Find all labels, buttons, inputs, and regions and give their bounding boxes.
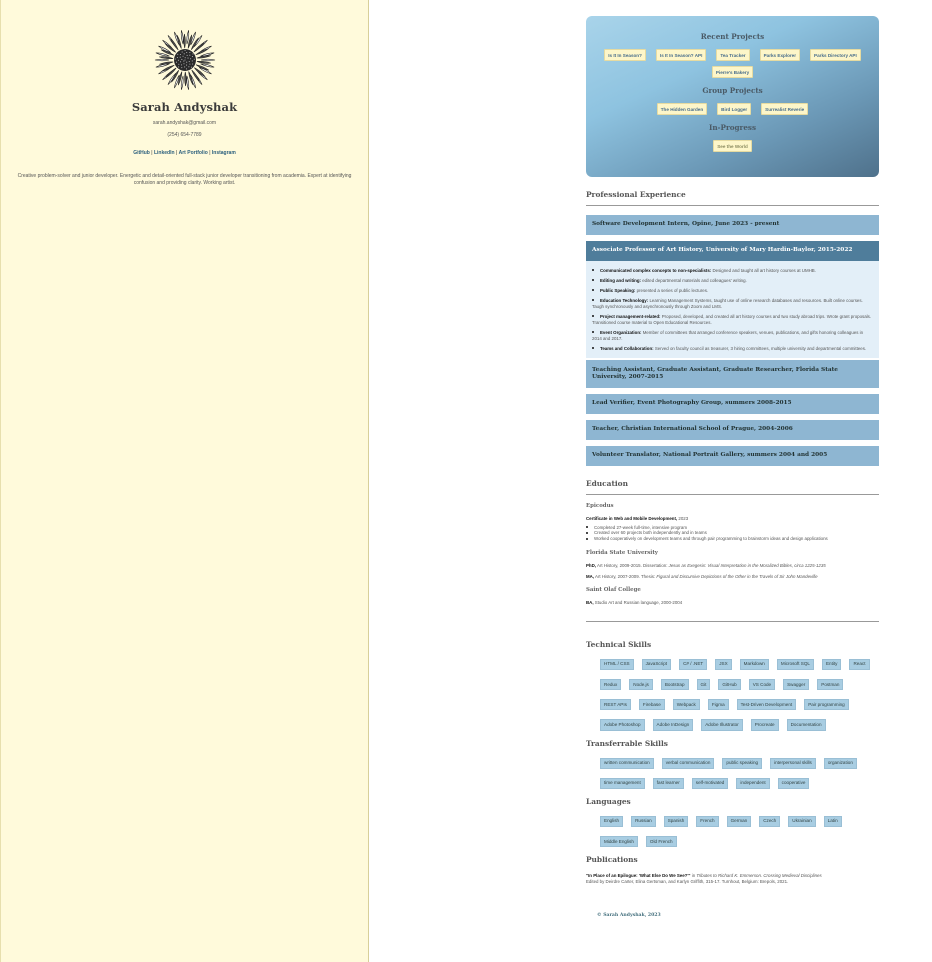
publications-title: Publications <box>586 855 638 865</box>
linkedin-link[interactable]: LinkedIn <box>153 150 175 156</box>
job-detail-item <box>592 298 873 310</box>
degree-text: Studio Art and Russian language, 2000-2004 <box>593 600 683 606</box>
skill-pill: interpersonal skills <box>770 758 816 769</box>
language-pill: German <box>727 816 752 827</box>
contact-block <box>1 117 368 141</box>
skill-pill: React <box>849 659 869 670</box>
sidebar <box>0 0 369 962</box>
skill-pill: independent <box>736 778 769 789</box>
language-pill: Spanish <box>664 816 689 827</box>
detail-label: Event Organization: <box>600 330 642 335</box>
skill-pill: C# / .NET <box>679 659 707 670</box>
bullet-icon <box>592 289 594 291</box>
bullet-icon <box>586 532 588 534</box>
project-pill[interactable]: Surrealist Reverie <box>761 103 808 115</box>
epicodus-list <box>586 525 879 542</box>
bullet-icon <box>592 347 594 349</box>
bio-text: Creative problem-solver and junior developer. Energetic and detail-oriented full-stack junior developer transitioning from academia. Expert at identifying confusion and providing clarity. Working artist. <box>17 173 352 186</box>
art-portfolio-link[interactable]: Art Portfolio <box>178 150 208 156</box>
detail-label: Teams and Collaboration: <box>600 346 654 351</box>
skill-pill: Firebase <box>639 699 665 710</box>
language-pill: Czech <box>759 816 780 827</box>
skill-pill: cooperative <box>778 778 810 789</box>
job-accordion-item[interactable]: Software Development Intern, Opine, June 2023 - present <box>586 215 879 235</box>
main-content <box>586 16 879 918</box>
project-pill[interactable]: The Hidden Garden <box>657 103 707 115</box>
skill-pill: time management <box>600 778 645 789</box>
link-separator: | <box>209 150 211 156</box>
skill-pill: Postman <box>817 679 843 690</box>
thesis-title: Jesus as Exegesis: Visual Interpretation in the Moralized Bibles, circa 1225-1235 <box>668 562 826 568</box>
skill-pill: HTML / CSS <box>600 659 634 670</box>
skill-pill: Procreate <box>751 719 779 730</box>
link-separator: | <box>151 150 153 156</box>
project-pill[interactable]: Is It In Season? <box>604 49 646 61</box>
skill-pill: Test-Driven Development <box>737 699 797 710</box>
detail-label: Public Speaking: <box>600 288 636 293</box>
group-projects-title: Group Projects <box>702 86 763 95</box>
skill-pill: Adobe InDesign <box>653 719 694 730</box>
publication-in: in <box>690 873 697 879</box>
skill-pill: self-motivated <box>692 778 729 789</box>
in-progress-list <box>586 140 879 152</box>
degree-line <box>586 574 879 580</box>
skill-pill: Adobe Photoshop <box>600 719 645 730</box>
job-accordion-item[interactable]: Lead Verifier, Event Photography Group, summers 2008-2015 <box>586 394 879 414</box>
skill-pill: Entity <box>822 659 842 670</box>
bullet-icon <box>592 331 594 333</box>
education-title: Education <box>586 479 879 495</box>
project-pill[interactable]: Tea Tracker <box>716 49 749 61</box>
detail-label: Project management-related: <box>600 314 661 319</box>
detail-text: Served on faculty council as treasurer, 3 hiring committees, multiple university and departmental committees. <box>653 346 867 351</box>
skill-pill: JavaScript <box>642 659 671 670</box>
job-details <box>586 261 879 358</box>
detail-text: Designed and taught all art history courses at UMHB. <box>711 268 816 273</box>
detail-text: Learning Management Systems, taught use of online research databases and resources. Built online courses. Taugh synchronously and asynchronously through Zoom and LMS. <box>592 298 863 309</box>
skill-pill: REST APIs <box>600 699 631 710</box>
job-detail-item <box>592 330 873 342</box>
language-pill: Old French <box>646 836 677 847</box>
job-detail-item <box>592 288 873 294</box>
degree-line <box>586 563 879 569</box>
detail-text: edited departmental materials and colleagues' writing. <box>640 278 747 283</box>
degree-year: 2023 <box>677 516 689 521</box>
languages-title: Languages <box>586 796 631 806</box>
degree-label: Certificate in Web and Mobile Development, <box>586 516 678 521</box>
detail-label: Editing and writing: <box>600 278 641 283</box>
detail-text: presented a series of public lectures. <box>635 288 709 293</box>
job-accordion-item[interactable]: Volunteer Translator, National Portrait Gallery, summers 2004 and 2005 <box>586 446 879 466</box>
skill-pill: Microsoft SQL <box>777 659 814 670</box>
skill-pill: written communication <box>600 758 654 769</box>
job-accordion-item[interactable]: Teaching Assistant, Graduate Assistant, Graduate Researcher, Florida State University, 2007-2015 <box>586 360 879 388</box>
skill-pill: Adobe Illustrator <box>701 719 742 730</box>
language-pill: French <box>696 816 718 827</box>
job-accordion-item-expanded[interactable]: Associate Professor of Art History, University of Mary Hardin-Baylor, 2015-2022 <box>586 241 879 261</box>
school-name: Saint Olaf College <box>586 587 641 594</box>
skill-pill: public speaking <box>722 758 762 769</box>
project-pill[interactable]: Parks Directory API <box>810 49 861 61</box>
language-pill: Middle English <box>600 836 638 847</box>
bullet-icon <box>586 526 588 528</box>
job-accordion-item[interactable]: Teacher, Christian International School of Prague, 2004-2006 <box>586 420 879 440</box>
skill-pill: fast learner <box>653 778 684 789</box>
degree-line <box>586 516 879 522</box>
experience-title: Professional Experience <box>586 190 879 206</box>
degree-label: MA, <box>586 573 595 579</box>
skill-pill: Redux <box>600 679 621 690</box>
bullet-icon <box>586 538 588 540</box>
skill-pill: organization <box>824 758 857 769</box>
projects-card <box>586 16 879 177</box>
sunflower-logo-icon <box>154 29 216 91</box>
detail-text: Member of committees that arranged conference speakers, venues, publications, and gifts honoring colleagues in 2014 and 2017. <box>592 330 864 341</box>
project-pill[interactable]: Parks Explorer <box>760 49 800 61</box>
skill-pill: Pair programming <box>804 699 849 710</box>
github-link[interactable]: GitHub <box>133 150 150 156</box>
skill-pill: Bootstrap <box>661 679 689 690</box>
skill-pill: Figma <box>708 699 729 710</box>
skill-pill: GitHub <box>718 679 740 690</box>
publication-title: "In Place of an Epilogue: 'What Else Do We See?'" <box>586 873 691 879</box>
skill-pill: Documentation <box>787 719 826 730</box>
detail-label: Education Technology: <box>600 298 649 303</box>
social-links <box>1 150 368 156</box>
profile-name: Sarah Andyshak <box>131 100 238 114</box>
school-name: Florida State University <box>586 549 658 556</box>
skill-pill: VS Code <box>749 679 775 690</box>
degree-label: BA, <box>586 600 594 606</box>
degree-text: Art History, 2007-2009. Thesis: <box>594 573 657 579</box>
bullet-icon <box>592 269 594 271</box>
transferable-skills-title: Transferrable Skills <box>586 738 668 748</box>
publication-book: Tributes to Richard K. Emmerson. Crossing Medieval Disciplines <box>696 873 822 879</box>
project-pill[interactable]: Is It In Season? API <box>656 49 706 61</box>
project-pill[interactable]: Bird Logger <box>717 103 751 115</box>
list-item-text: Created over 60 projects both independently and in teams <box>594 530 707 536</box>
link-separator: | <box>175 150 178 156</box>
publication-editors: Edited by Deirdre Carter, Elina Gertsman, and Karlyn Griffith, 315-17. Turnhout, Belgium: Brepols, 2021. <box>586 879 789 885</box>
skill-pill: verbal communication <box>662 758 715 769</box>
degree-label: PhD, <box>586 562 597 568</box>
recent-projects-title: Recent Projects <box>700 32 765 41</box>
email-text: sarah.andyshak@gmail.com <box>152 120 217 126</box>
detail-text: Proposed, developed, and created all art history courses and two study abroad trips. Wrote grant proposals. Transitioned course material to Open Educational Resources. <box>592 314 872 325</box>
language-pill: Ukrainian <box>788 816 815 827</box>
footer-copyright: © Sarah Andyshak, 2023 <box>597 912 661 918</box>
list-item-text: Completed 27-week full-time, intensive program <box>594 524 687 530</box>
bullet-icon <box>592 299 594 301</box>
list-item-text: Worked cooperatively on development teams and through pair programming to brainstorm ideas and design applications <box>594 536 828 542</box>
degree-line <box>586 600 879 606</box>
bullet-icon <box>592 315 594 317</box>
skill-pill: Swagger <box>783 679 809 690</box>
phone-text: (254) 654-7789 <box>167 132 202 138</box>
project-pill[interactable]: Pierre's Bakery <box>712 66 753 78</box>
job-detail-item <box>592 314 873 326</box>
publication-entry <box>586 873 879 885</box>
group-projects-list <box>586 103 879 115</box>
language-pill: Russian <box>631 816 656 827</box>
skill-pill: JSX <box>715 659 731 670</box>
detail-label: Communicated complex concepts to non-specialists: <box>600 268 712 273</box>
languages-list <box>586 816 879 847</box>
bullet-icon <box>592 279 594 281</box>
language-pill: Latin <box>824 816 842 827</box>
recent-projects-list <box>586 49 879 78</box>
in-progress-title: In-Progress <box>708 123 757 132</box>
job-detail-item <box>592 268 873 274</box>
list-item <box>586 536 879 542</box>
school-name: Epicodus <box>586 503 614 509</box>
thesis-title: Figural and Discursive Depictions of the Other in the Travels of Sir John Mandeville <box>656 573 818 579</box>
skill-pill: Node.js <box>629 679 653 690</box>
project-pill[interactable]: See the World <box>713 140 752 152</box>
education-section <box>586 503 879 622</box>
technical-skills-title: Technical Skills <box>586 639 652 649</box>
skill-pill: Git <box>697 679 711 690</box>
transferable-skills-list <box>586 758 879 789</box>
degree-text: Art History, 2009-2015. Dissertation: <box>596 562 669 568</box>
instagram-link[interactable]: Instagram <box>211 150 236 156</box>
skill-pill: Webpack <box>673 699 700 710</box>
technical-skills-list <box>586 659 879 731</box>
job-detail-item <box>592 346 873 352</box>
skill-pill: Markdown <box>740 659 769 670</box>
language-pill: English <box>600 816 623 827</box>
job-detail-item <box>592 278 873 284</box>
